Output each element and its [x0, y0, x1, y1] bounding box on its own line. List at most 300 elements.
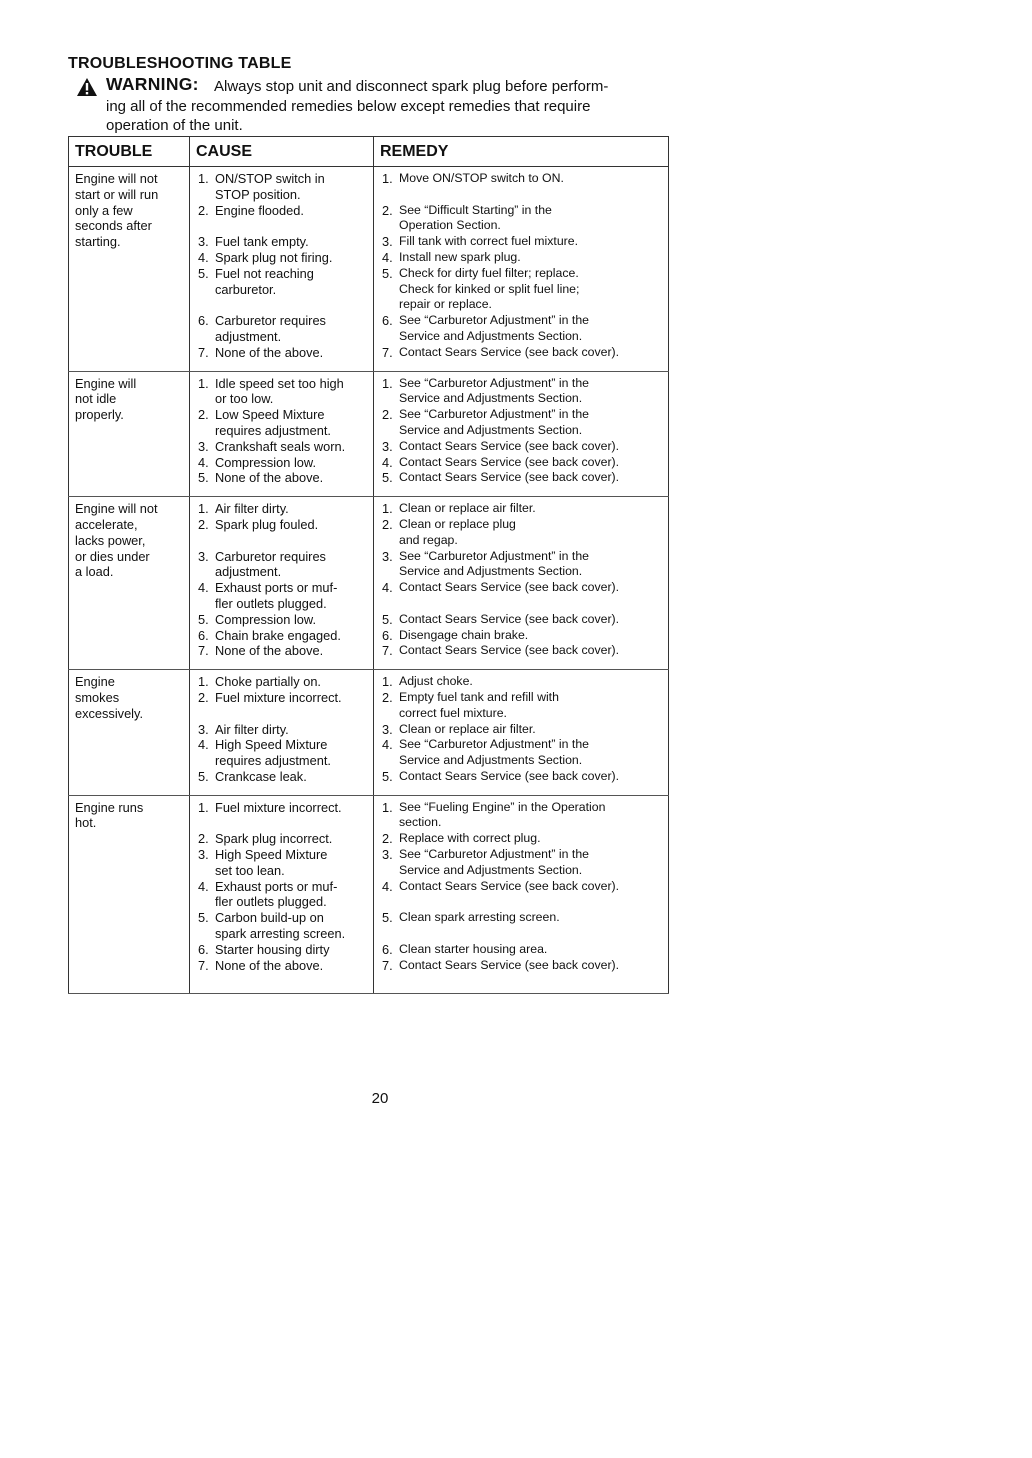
- cause-cell: [190, 167, 374, 372]
- trouble-text: smokes: [75, 689, 120, 705]
- remedy-text: [399, 910, 664, 926]
- item-number: 2.: [198, 831, 209, 847]
- table-header-row: [69, 137, 669, 167]
- remedy-text: [399, 517, 664, 549]
- text-line: Contact Sears Service (see back cover).: [399, 768, 620, 783]
- remedy-text: [399, 501, 664, 517]
- item-number: 1.: [198, 674, 209, 690]
- text-line: High Speed Mixture: [215, 737, 328, 753]
- item-number: 1.: [382, 375, 393, 391]
- remedy-text: [399, 439, 664, 455]
- text-line: Clean or replace plug: [399, 516, 516, 531]
- remedy-text: [399, 722, 664, 738]
- list-item: [198, 628, 369, 644]
- cause-text: [215, 455, 369, 471]
- remedy-text: [399, 831, 664, 847]
- text-line: Empty fuel tank and refill with: [399, 689, 559, 704]
- text-line: See “Carburetor Adjustment” in the: [399, 737, 590, 752]
- text-line: Clean or replace air filter.: [399, 721, 536, 736]
- list-item: [382, 549, 664, 581]
- text-line: Air filter dirty.: [215, 721, 289, 737]
- list-item: [382, 847, 664, 879]
- cause-list: [198, 501, 369, 659]
- remedy-text: [399, 407, 664, 439]
- text-line: Contact Sears Service (see back cover).: [399, 643, 620, 658]
- warning-triangle-icon: [76, 77, 98, 97]
- cause-list: [198, 674, 369, 785]
- remedy-text: [399, 769, 664, 785]
- list-item: [382, 517, 664, 549]
- remedy-list: [382, 171, 664, 361]
- text-line: See “Carburetor Adjustment” in the: [399, 548, 590, 563]
- remedy-text: [399, 549, 664, 581]
- list-item: [382, 769, 664, 785]
- list-item: [198, 470, 369, 486]
- item-number: 5.: [198, 265, 209, 281]
- text-line: Contact Sears Service (see back cover).: [399, 878, 620, 893]
- table-body: [69, 167, 669, 994]
- cause-header: CAUSE: [190, 137, 374, 167]
- item-number: 3.: [382, 847, 393, 863]
- text-line: Clean spark arresting screen.: [399, 910, 560, 925]
- remedy-header: REMEDY: [374, 137, 669, 167]
- list-item: [198, 831, 369, 847]
- text-line: Idle speed set too high: [215, 375, 344, 391]
- list-item: [382, 690, 664, 722]
- item-number: 2.: [382, 202, 393, 218]
- text-line: Replace with correct plug.: [399, 831, 541, 846]
- page-number: 20: [371, 1090, 389, 1107]
- item-number: 5.: [198, 768, 209, 784]
- list-item: [382, 958, 664, 974]
- item-number: 5.: [382, 768, 393, 784]
- item-number: 3.: [198, 548, 209, 564]
- cause-text: [215, 407, 369, 439]
- remedy-text: [399, 455, 664, 471]
- text-line: See “Carburetor Adjustment” in the: [399, 375, 590, 390]
- text-line: Adjust choke.: [399, 674, 473, 689]
- item-number: 3.: [382, 438, 393, 454]
- trouble-text: properly.: [75, 407, 124, 423]
- list-item: [382, 266, 664, 313]
- item-number: 1.: [382, 674, 393, 690]
- text-line: Fuel not reaching: [215, 265, 314, 281]
- list-item: [382, 407, 664, 439]
- cause-text: [215, 549, 369, 581]
- cause-cell: [190, 795, 374, 993]
- text-line: Disengage chain brake.: [399, 627, 529, 642]
- list-item: [382, 470, 664, 486]
- text-line: Contact Sears Service (see back cover).: [399, 957, 620, 972]
- cause-text: [215, 910, 369, 942]
- text-line: Fill tank with correct fuel mixture.: [399, 234, 579, 249]
- text-line: Service and Adjustments Section.: [399, 753, 583, 768]
- trouble-text: hot.: [75, 815, 97, 831]
- table-row: [69, 167, 669, 372]
- text-line: Crankshaft seals worn.: [215, 438, 346, 454]
- list-item: [198, 800, 369, 816]
- text-line: Service and Adjustments Section.: [399, 862, 583, 877]
- remedy-cell: [374, 795, 669, 993]
- text-line: Service and Adjustments Section.: [399, 391, 583, 406]
- remedy-text: [399, 376, 664, 408]
- text-line: See “Carburetor Adjustment” in the: [399, 847, 590, 862]
- text-line: spark arresting screen.: [215, 926, 346, 942]
- text-line: Carburetor requires: [215, 548, 326, 564]
- trouble-text: lacks power,: [75, 532, 146, 548]
- item-number: 1.: [198, 501, 209, 517]
- item-number: 3.: [382, 721, 393, 737]
- item-number: 7.: [382, 344, 393, 360]
- remedy-list: [382, 376, 664, 487]
- item-number: 4.: [382, 454, 393, 470]
- text-line: Contact Sears Service (see back cover).: [399, 438, 620, 453]
- item-number: 4.: [382, 249, 393, 265]
- cause-text: [215, 266, 369, 298]
- text-line: requires adjustment.: [215, 753, 331, 769]
- item-number: 1.: [198, 375, 209, 391]
- list-item: [198, 171, 369, 203]
- item-number: 3.: [198, 234, 209, 250]
- list-item: [198, 407, 369, 439]
- cause-text: [215, 439, 369, 455]
- cause-text: [215, 313, 369, 345]
- item-number: 7.: [198, 344, 209, 360]
- cause-cell: [190, 497, 374, 670]
- cause-text: [215, 628, 369, 644]
- remedy-text: [399, 737, 664, 769]
- list-item: [198, 612, 369, 628]
- trouble-header: TROUBLE: [69, 137, 190, 167]
- cause-text: [215, 501, 369, 517]
- text-line: Clean or replace air filter.: [399, 501, 536, 516]
- cause-text: [215, 612, 369, 628]
- list-item: [382, 580, 664, 596]
- remedy-text: [399, 234, 664, 250]
- text-line: adjustment.: [215, 564, 282, 580]
- table-row: [69, 795, 669, 993]
- item-number: 7.: [198, 643, 209, 659]
- list-item: [382, 345, 664, 361]
- trouble-text: excessively.: [75, 705, 144, 721]
- item-number: 1.: [382, 501, 393, 517]
- list-item: [198, 455, 369, 471]
- list-item: [198, 643, 369, 659]
- trouble-text: Engine will: [75, 375, 137, 391]
- list-item: [198, 266, 369, 298]
- cause-text: [215, 942, 369, 958]
- text-line: None of the above.: [215, 470, 324, 486]
- text-line: Spark plug incorrect.: [215, 831, 333, 847]
- cause-text: [215, 580, 369, 612]
- list-item: [198, 958, 369, 974]
- remedy-cell: [374, 670, 669, 796]
- text-line: Exhaust ports or muf-: [215, 878, 338, 894]
- list-item: [382, 234, 664, 250]
- list-item: [382, 674, 664, 690]
- table-row: [69, 497, 669, 670]
- cause-text: [215, 847, 369, 879]
- text-line: See “Difficult Starting” in the: [399, 202, 552, 217]
- list-item: [382, 942, 664, 958]
- list-item: [198, 722, 369, 738]
- list-item: [198, 250, 369, 266]
- list-item: [382, 171, 664, 187]
- item-number: 4.: [382, 737, 393, 753]
- remedy-text: [399, 171, 664, 187]
- list-item: [382, 879, 664, 895]
- cause-list: [198, 376, 369, 487]
- remedy-text: [399, 942, 664, 958]
- list-item: [198, 549, 369, 581]
- troubleshooting-table: [68, 136, 669, 994]
- trouble-text: accelerate,: [75, 516, 138, 532]
- trouble-text: seconds after: [75, 218, 152, 234]
- item-number: 2.: [382, 689, 393, 705]
- cause-list: [198, 800, 369, 974]
- text-line: None of the above.: [215, 957, 324, 973]
- text-line: Service and Adjustments Section.: [399, 422, 583, 437]
- text-line: Low Speed Mixture: [215, 407, 325, 423]
- text-line: Compression low.: [215, 611, 316, 627]
- cause-text: [215, 643, 369, 659]
- cause-text: [215, 690, 369, 706]
- list-item: [198, 879, 369, 911]
- list-item: [382, 643, 664, 659]
- remedy-text: [399, 612, 664, 628]
- text-line: Contact Sears Service (see back cover).: [399, 470, 620, 485]
- list-item: [198, 690, 369, 706]
- list-item: [382, 737, 664, 769]
- text-line: Carburetor requires: [215, 313, 326, 329]
- text-line: Contact Sears Service (see back cover).: [399, 580, 620, 595]
- text-line: Crankcase leak.: [215, 768, 307, 784]
- warning-text-line: ing all of the recommended remedies below except remedies that require: [106, 98, 591, 115]
- remedy-list: [382, 501, 664, 659]
- cause-text: [215, 171, 369, 203]
- list-item: [198, 942, 369, 958]
- cause-text: [215, 234, 369, 250]
- table-row: [69, 371, 669, 497]
- trouble-cell: [69, 167, 190, 372]
- text-line: Fuel mixture incorrect.: [215, 689, 342, 705]
- warning-text-line: operation of the unit.: [106, 117, 243, 134]
- list-item: [198, 203, 369, 219]
- trouble-cell: [69, 497, 190, 670]
- text-line: Contact Sears Service (see back cover).: [399, 611, 620, 626]
- trouble-text: Engine will not: [75, 501, 158, 517]
- cause-text: [215, 376, 369, 408]
- item-number: 2.: [198, 202, 209, 218]
- text-line: set too lean.: [215, 862, 285, 878]
- text-line: Check for dirty fuel filter; replace.: [399, 265, 579, 280]
- text-line: Air filter dirty.: [215, 501, 289, 517]
- page-title: TROUBLESHOOTING TABLE: [68, 55, 292, 72]
- text-line: Engine flooded.: [215, 202, 304, 218]
- item-number: 4.: [198, 454, 209, 470]
- item-number: 4.: [198, 737, 209, 753]
- cause-text: [215, 737, 369, 769]
- text-line: Chain brake engaged.: [215, 627, 341, 643]
- item-number: 4.: [198, 580, 209, 596]
- remedy-text: [399, 203, 664, 235]
- text-line: repair or replace.: [399, 297, 492, 312]
- list-item: [198, 674, 369, 690]
- item-number: 5.: [382, 265, 393, 281]
- item-number: 7.: [382, 957, 393, 973]
- cause-text: [215, 958, 369, 974]
- list-item: [198, 769, 369, 785]
- list-item: [198, 234, 369, 250]
- text-line: correct fuel mixture.: [399, 705, 507, 720]
- item-number: 6.: [198, 313, 209, 329]
- warning-text-line: Always stop unit and disconnect spark plug before perform-: [214, 78, 609, 95]
- cause-list: [198, 171, 369, 361]
- list-item: [382, 376, 664, 408]
- item-number: 5.: [198, 910, 209, 926]
- item-number: 2.: [198, 407, 209, 423]
- remedy-text: [399, 250, 664, 266]
- list-item: [198, 313, 369, 345]
- text-line: Check for kinked or split fuel line;: [399, 281, 580, 296]
- item-number: 5.: [382, 910, 393, 926]
- trouble-cell: [69, 795, 190, 993]
- text-line: Service and Adjustments Section.: [399, 564, 583, 579]
- cause-text: [215, 722, 369, 738]
- list-item: [382, 800, 664, 832]
- cause-cell: [190, 670, 374, 796]
- trouble-cell: [69, 371, 190, 497]
- list-item: [382, 455, 664, 471]
- trouble-text: Engine runs: [75, 799, 144, 815]
- trouble-text: or dies under: [75, 548, 150, 564]
- list-item: [198, 737, 369, 769]
- cause-text: [215, 517, 369, 533]
- item-number: 7.: [198, 957, 209, 973]
- remedy-text: [399, 580, 664, 596]
- text-line: Starter housing dirty: [215, 941, 330, 957]
- list-item: [382, 831, 664, 847]
- trouble-text: start or will run: [75, 186, 159, 202]
- item-number: 7.: [382, 643, 393, 659]
- item-number: 2.: [198, 689, 209, 705]
- cause-text: [215, 203, 369, 219]
- remedy-text: [399, 800, 664, 832]
- item-number: 1.: [198, 171, 209, 186]
- item-number: 2.: [382, 516, 393, 532]
- trouble-text: starting.: [75, 234, 121, 250]
- text-line: carburetor.: [215, 281, 277, 297]
- list-item: [382, 250, 664, 266]
- trouble-text: only a few: [75, 202, 133, 218]
- item-number: 5.: [198, 470, 209, 486]
- text-line: requires adjustment.: [215, 422, 331, 438]
- trouble-text: not idle: [75, 391, 117, 407]
- text-line: or too low.: [215, 391, 274, 407]
- text-line: Clean starter housing area.: [399, 941, 548, 956]
- text-line: High Speed Mixture: [215, 847, 328, 863]
- list-item: [382, 203, 664, 235]
- item-number: 6.: [198, 941, 209, 957]
- list-item: [198, 910, 369, 942]
- text-line: fler outlets plugged.: [215, 894, 327, 910]
- list-item: [198, 345, 369, 361]
- text-line: None of the above.: [215, 344, 324, 360]
- text-line: Spark plug fouled.: [215, 516, 319, 532]
- item-number: 6.: [198, 627, 209, 643]
- text-line: Move ON/STOP switch to ON.: [399, 171, 564, 185]
- trouble-text: a load.: [75, 564, 114, 580]
- trouble-text: Engine: [75, 674, 115, 690]
- remedy-cell: [374, 167, 669, 372]
- text-line: fler outlets plugged.: [215, 595, 327, 611]
- text-line: Carbon build-up on: [215, 910, 324, 926]
- cause-text: [215, 470, 369, 486]
- warning-label: WARNING:: [106, 74, 199, 94]
- list-item: [198, 580, 369, 612]
- item-number: 4.: [198, 249, 209, 265]
- item-number: 6.: [382, 627, 393, 643]
- list-item: [382, 910, 664, 926]
- item-number: 3.: [382, 234, 393, 250]
- item-number: 6.: [382, 941, 393, 957]
- item-number: 5.: [382, 470, 393, 486]
- list-item: [198, 501, 369, 517]
- remedy-text: [399, 690, 664, 722]
- remedy-list: [382, 800, 664, 974]
- text-line: Operation Section.: [399, 218, 501, 233]
- item-number: 1.: [382, 171, 393, 186]
- remedy-text: [399, 847, 664, 879]
- text-line: Contact Sears Service (see back cover).: [399, 344, 620, 359]
- cause-text: [215, 879, 369, 911]
- remedy-text: [399, 958, 664, 974]
- item-number: 4.: [198, 878, 209, 894]
- remedy-text: [399, 313, 664, 345]
- text-line: Install new spark plug.: [399, 249, 521, 264]
- text-line: See “Fueling Engine” in the Operation: [399, 799, 606, 814]
- item-number: 5.: [382, 611, 393, 627]
- list-item: [382, 612, 664, 628]
- remedy-text: [399, 470, 664, 486]
- list-item: [382, 628, 664, 644]
- text-line: Fuel mixture incorrect.: [215, 799, 342, 815]
- item-number: 2.: [198, 516, 209, 532]
- list-item: [382, 501, 664, 517]
- remedy-text: [399, 643, 664, 659]
- cause-text: [215, 831, 369, 847]
- text-line: None of the above.: [215, 643, 324, 659]
- text-line: Exhaust ports or muf-: [215, 580, 338, 596]
- trouble-text: Engine will not: [75, 171, 158, 186]
- text-line: Contact Sears Service (see back cover).: [399, 454, 620, 469]
- remedy-text: [399, 879, 664, 895]
- text-line: adjustment.: [215, 328, 282, 344]
- item-number: 3.: [198, 847, 209, 863]
- list-item: [198, 517, 369, 533]
- item-number: 1.: [382, 799, 393, 815]
- cause-text: [215, 345, 369, 361]
- cause-text: [215, 769, 369, 785]
- text-line: section.: [399, 815, 442, 830]
- text-line: ON/STOP switch in: [215, 171, 325, 186]
- list-item: [198, 376, 369, 408]
- item-number: 3.: [198, 438, 209, 454]
- item-number: 2.: [382, 831, 393, 847]
- cause-cell: [190, 371, 374, 497]
- list-item: [382, 313, 664, 345]
- remedy-text: [399, 345, 664, 361]
